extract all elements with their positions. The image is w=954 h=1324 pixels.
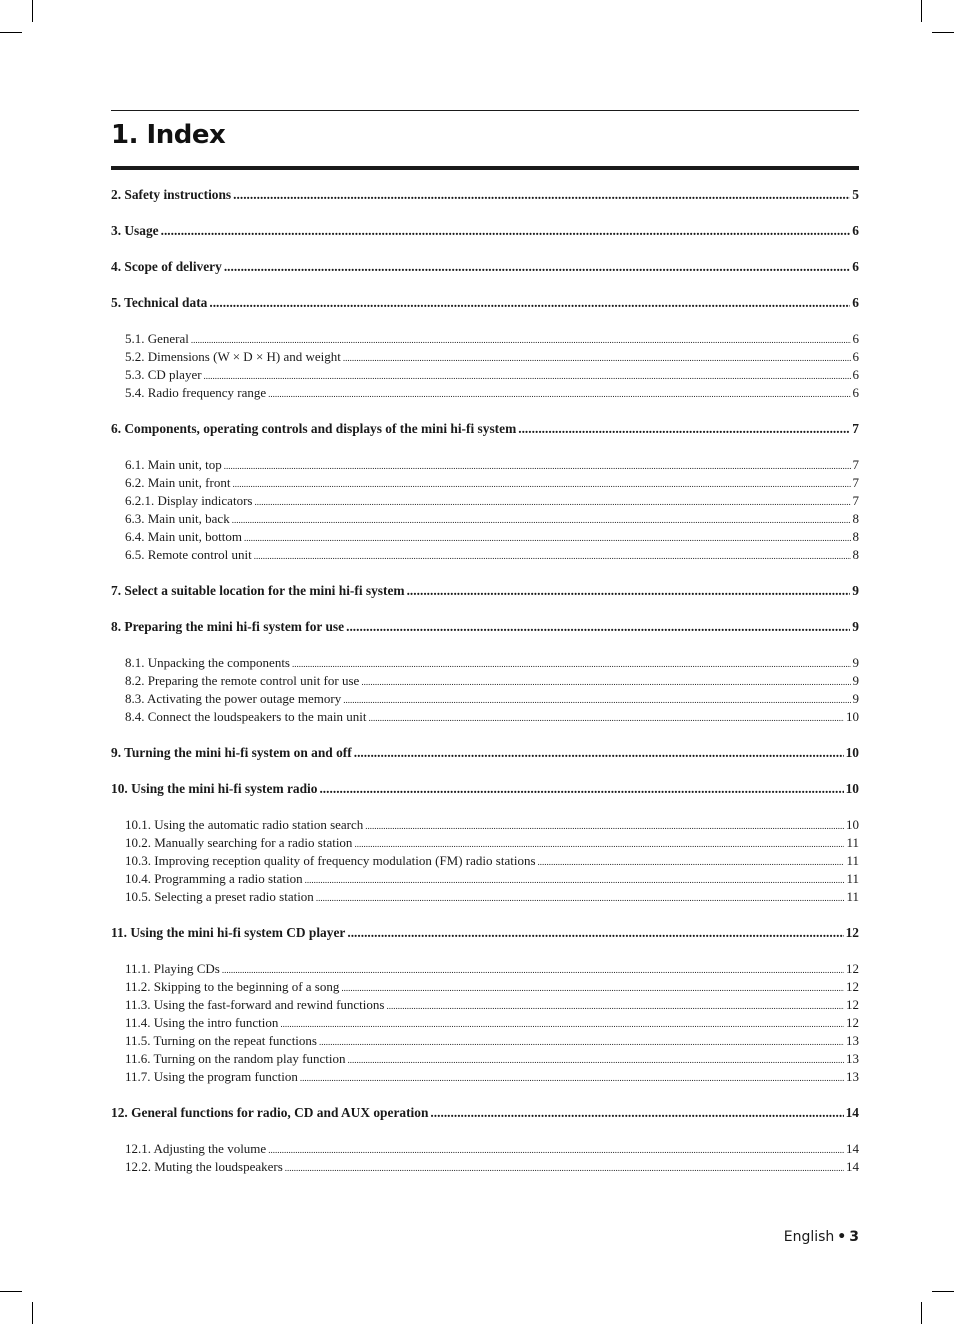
toc-entry-section[interactable] [111,420,859,438]
toc-entry-label: 6.4. Main unit, bottom [125,529,242,544]
toc-leader-dots [518,420,850,438]
toc-entry-subsection[interactable] [111,1158,859,1176]
toc-leader-dots [347,924,843,942]
toc-leader-dots [224,258,850,276]
toc-leader-dots [300,1069,844,1087]
toc-entry-subsection[interactable] [111,1050,859,1068]
crop-mark [921,1302,922,1324]
toc-entry-subsection[interactable] [111,816,859,834]
toc-entry-subsection[interactable] [111,330,859,348]
toc-entry-label: 6.2.1. Display indicators [125,493,253,508]
toc-spacer [111,906,859,924]
toc-leader-dots [204,367,851,385]
toc-leader-dots [232,475,850,493]
toc-entry-page: 9 [852,583,859,598]
toc-entry-page: 8 [852,529,859,544]
toc-entry-label: 2. Safety instructions [111,187,232,202]
footer-page-number: 3 [849,1229,859,1245]
toc-entry-page: 6 [852,259,859,274]
toc-entry-label: 8.4. Connect the loudspeakers to the main unit [125,709,367,724]
toc-leader-dots [407,582,851,600]
toc-entry-label: 10.1. Using the automatic radio station search [125,817,364,832]
toc-entry-label: 11.5. Turning on the repeat functions [125,1033,317,1048]
toc-spacer [111,726,859,744]
toc-entry-subsection[interactable] [111,456,859,474]
toc-entry-label: 10.4. Programming a radio station [125,871,303,886]
toc-entry-page: 11 [846,889,859,904]
toc-entry-subsection[interactable] [111,366,859,384]
toc-spacer [111,1086,859,1104]
toc-leader-dots [254,547,851,565]
toc-entry-label: 3. Usage [111,223,159,238]
toc-entry-page: 6 [852,295,859,310]
toc-entry-label: 12.1. Adjusting the volume [125,1141,267,1156]
toc-leader-dots [354,744,844,762]
toc-entry-subsection[interactable] [111,672,859,690]
toc-spacer [111,942,859,960]
toc-spacer [111,564,859,582]
footer-language: English [783,1229,835,1245]
toc-entry-section[interactable] [111,744,859,762]
toc-entry-subsection[interactable] [111,654,859,672]
toc-entry-page: 10 [846,709,859,724]
toc-entry-page: 7 [852,457,859,472]
toc-entry-page: 12 [845,925,859,940]
toc-entry-subsection[interactable] [111,1032,859,1050]
toc-entry-label: 9. Turning the mini hi-fi system on and off [111,745,352,760]
toc-entry-page: 12 [846,961,859,976]
toc-entry-label: 11.2. Skipping to the beginning of a song [125,979,340,994]
toc-leader-dots [268,385,850,403]
toc-entry-page: 13 [846,1051,859,1066]
toc-leader-dots [354,835,844,853]
toc-entry-subsection[interactable] [111,510,859,528]
toc-entry-page: 10 [846,817,859,832]
crop-mark [32,1302,33,1324]
toc-entry-page: 13 [846,1069,859,1084]
toc-entry-label: 11.7. Using the program function [125,1069,298,1084]
toc-entry-label: 11.3. Using the fast-forward and rewind functions [125,997,385,1012]
toc-entry-subsection[interactable] [111,546,859,564]
toc-leader-dots [369,709,844,727]
toc-entry-label: 8. Preparing the mini hi-fi system for use [111,619,345,634]
toc-entry-label: 8.1. Unpacking the components [125,655,290,670]
toc-entry-page: 14 [846,1141,859,1156]
toc-entry-label: 11. Using the mini hi-fi system CD player [111,925,346,940]
toc-leader-dots [319,1033,844,1051]
toc-entry-label: 8.3. Activating the power outage memory [125,691,342,706]
toc-entry-section[interactable] [111,1104,859,1122]
toc-leader-dots [386,997,844,1015]
toc-entry-page: 8 [852,547,859,562]
crop-mark [0,1291,22,1292]
toc-spacer [111,204,859,222]
toc-entry-page: 14 [846,1159,859,1174]
toc-entry-label: 11.1. Playing CDs [125,961,220,976]
toc-entry-label: 11.6. Turning on the random play function [125,1051,346,1066]
toc-leader-dots [430,1104,843,1122]
toc-entry-subsection[interactable] [111,384,859,402]
toc-leader-dots [538,853,845,871]
toc-entry-page: 12 [846,1015,859,1030]
toc-entry-page: 7 [852,475,859,490]
toc-leader-dots [285,1159,844,1177]
toc-entry-section[interactable] [111,924,859,942]
crop-mark [0,32,22,33]
toc-entry-page: 6 [852,223,859,238]
toc-leader-dots [343,349,851,367]
toc-entry-page: 9 [852,619,859,634]
crop-mark [32,0,33,22]
toc-entry-page: 6 [852,367,859,382]
toc-entry-section[interactable] [111,618,859,636]
toc-spacer [111,438,859,456]
toc-entry-page: 12 [846,997,859,1012]
toc-entry-label: 5.3. CD player [125,367,202,382]
toc-entry-page: 9 [852,673,859,688]
toc-entry-page: 5 [852,187,859,202]
toc-entry-section[interactable] [111,186,859,204]
toc-spacer [111,762,859,780]
toc-entry-page: 6 [852,385,859,400]
toc-entry-page: 7 [852,421,859,436]
toc-entry-subsection[interactable] [111,1140,859,1158]
toc-leader-dots [244,529,851,547]
toc-entry-label: 10. Using the mini hi-fi system radio [111,781,318,796]
toc-entry-label: 4. Scope of delivery [111,259,222,274]
page-title: 1. Index [111,120,226,150]
crop-mark [932,32,954,33]
toc-leader-dots [280,1015,844,1033]
toc-entry-label: 12. General functions for radio, CD and AUX operation [111,1105,429,1120]
page-footer [784,1229,859,1245]
toc-entry-subsection[interactable] [111,852,859,870]
toc-spacer [111,600,859,618]
toc-entry-page: 11 [846,835,859,850]
toc-leader-dots [224,457,851,475]
toc-entry-subsection[interactable] [111,834,859,852]
toc-leader-dots [232,511,851,529]
toc-entry-subsection[interactable] [111,690,859,708]
toc-entry-page: 12 [846,979,859,994]
footer-separator: • [837,1229,847,1245]
toc-entry-page: 8 [852,511,859,526]
toc-entry-section[interactable] [111,582,859,600]
toc-entry-section[interactable] [111,780,859,798]
toc-entry-subsection[interactable] [111,708,859,726]
toc-leader-dots [305,871,845,889]
toc-leader-dots [254,493,850,511]
toc-leader-dots [233,186,850,204]
crop-mark [921,0,922,22]
toc-entry-label: 10.2. Manually searching for a radio station [125,835,353,850]
toc-entry-subsection[interactable] [111,996,859,1014]
toc-entry-label: 11.4. Using the intro function [125,1015,279,1030]
toc-entry-label: 10.3. Improving reception quality of frequency modulation (FM) radio stations [125,853,536,868]
toc-leader-dots [161,222,851,240]
toc-entry-subsection[interactable] [111,474,859,492]
crop-mark [932,1291,954,1292]
toc-entry-page: 14 [845,1105,859,1120]
toc-entry-page: 7 [852,493,859,508]
toc-entry-page: 11 [846,853,859,868]
toc-entry-page: 9 [852,691,859,706]
toc-entry-label: 6.2. Main unit, front [125,475,231,490]
toc-leader-dots [222,961,844,979]
toc-spacer [111,1122,859,1140]
toc-entry-label: 10.5. Selecting a preset radio station [125,889,314,904]
toc-entry-subsection[interactable] [111,960,859,978]
toc-entry-label: 5.2. Dimensions (W × D × H) and weight [125,349,341,364]
toc-spacer [111,240,859,258]
toc-entry-label: 6.1. Main unit, top [125,457,222,472]
toc-leader-dots [348,1051,844,1069]
toc-entry-subsection[interactable] [111,492,859,510]
toc-entry-label: 6. Components, operating controls and displays of the mini hi-fi system [111,421,517,436]
toc-spacer [111,402,859,420]
toc-leader-dots [365,817,844,835]
toc-entry-label: 5.1. General [125,331,189,346]
toc-leader-dots [209,294,850,312]
toc-entry-page: 11 [846,871,859,886]
toc-entry-subsection[interactable] [111,888,859,906]
toc-entry-label: 12.2. Muting the loudspeakers [125,1159,283,1174]
toc-entry-subsection[interactable] [111,1068,859,1086]
toc-entry-page: 9 [852,655,859,670]
toc-entry-page: 6 [852,331,859,346]
toc-entry-label: 5. Technical data [111,295,208,310]
toc-entry-subsection[interactable] [111,978,859,996]
toc-spacer [111,276,859,294]
toc-spacer [111,798,859,816]
toc-entry-page: 10 [845,745,859,760]
toc-entry-subsection[interactable] [111,1014,859,1032]
toc-entry-section[interactable] [111,258,859,276]
table-of-contents [111,186,859,1176]
toc-entry-label: 8.2. Preparing the remote control unit for use [125,673,360,688]
toc-entry-label: 6.5. Remote control unit [125,547,252,562]
title-rule [111,166,859,170]
toc-leader-dots [343,691,850,709]
toc-entry-label: 7. Select a suitable location for the mini hi-fi system [111,583,405,598]
toc-entry-page: 13 [846,1033,859,1048]
top-rule [111,110,859,111]
toc-entry-subsection[interactable] [111,348,859,366]
toc-leader-dots [341,979,844,997]
toc-leader-dots [292,655,851,673]
toc-entry-subsection[interactable] [111,528,859,546]
toc-leader-dots [191,331,851,349]
toc-entry-page: 10 [845,781,859,796]
toc-entry-section[interactable] [111,294,859,312]
toc-spacer [111,636,859,654]
toc-spacer [111,312,859,330]
toc-entry-label: 5.4. Radio frequency range [125,385,267,400]
toc-entry-label: 6.3. Main unit, back [125,511,230,526]
toc-entry-section[interactable] [111,222,859,240]
toc-leader-dots [316,889,845,907]
toc-entry-subsection[interactable] [111,870,859,888]
toc-leader-dots [319,780,843,798]
toc-leader-dots [268,1141,844,1159]
toc-leader-dots [361,673,850,691]
toc-leader-dots [346,618,850,636]
toc-entry-page: 6 [852,349,859,364]
